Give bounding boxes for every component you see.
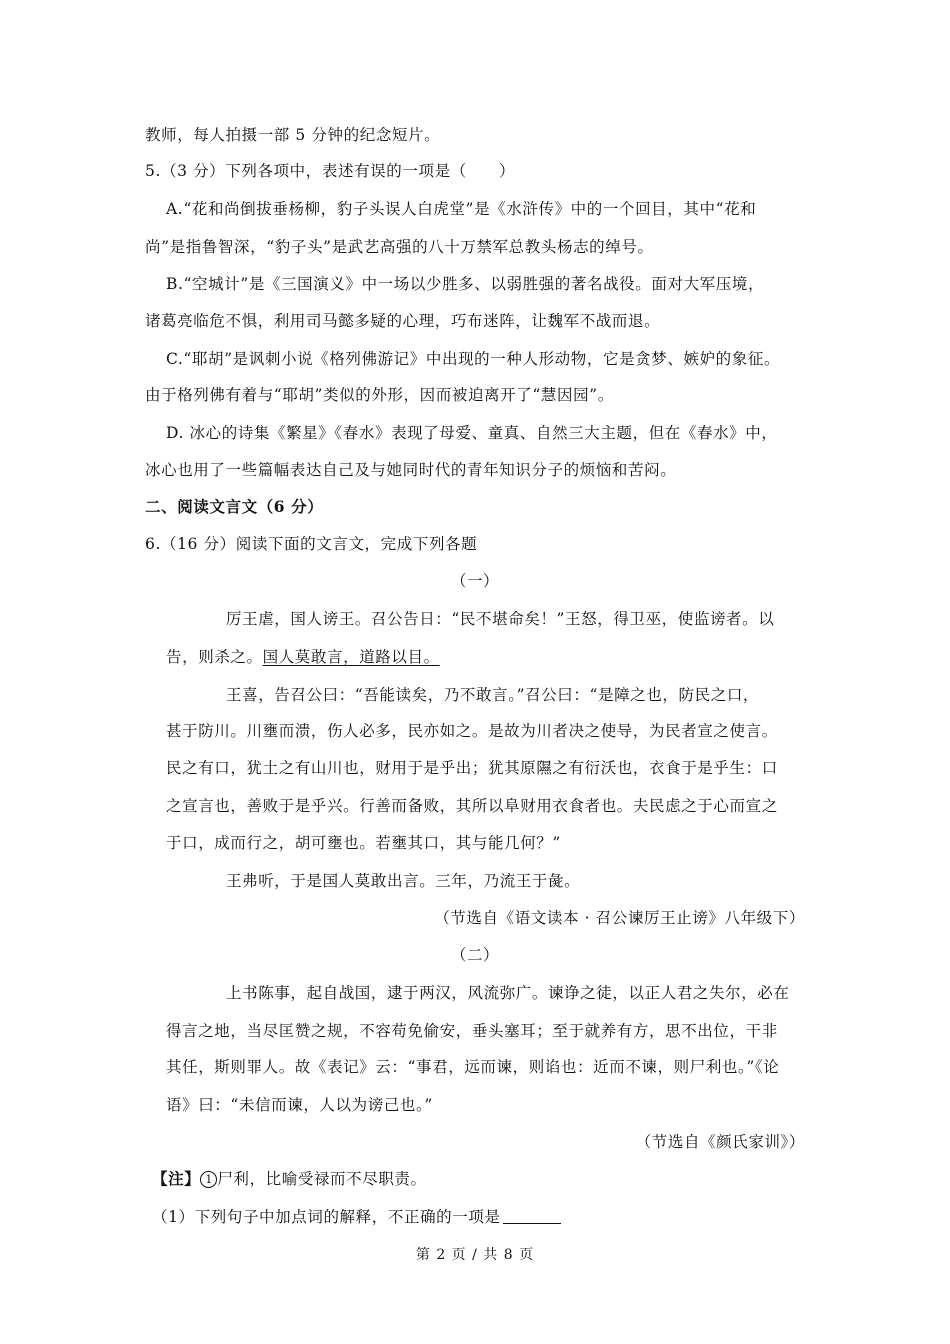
option-d-line-2: 冰心也用了一些篇幅表达自己及与她同时代的青年知识分子的烦恼和苦闷。 [145,461,677,479]
passage-line: 之宣言也，善败于是乎兴。行善而备败，其所以阜财用衣食者也。夫民虑之于心而宣之 [166,797,778,815]
question-6: 6.（16 分）阅读下面的文言文，完成下列各题 [145,535,478,553]
note-label: 【注】 [152,1169,201,1188]
option-a-line-2: 尚”是指鲁智深，“豹子头”是武艺高强的八十万禁军总教头杨志的绰号。 [145,238,654,256]
passage-line: 王弗听，于是国人莫敢出言。三年，乃流王于彘。 [226,872,581,890]
option-b-line-2: 诸葛亮临危不惧，利用司马懿多疑的心理，巧布迷阵，让魏军不战而退。 [145,312,661,330]
passage-line: 上书陈事，起自战国，逮于两汉，风流弥广。谏诤之徒，以正人君之失尔，必在 [226,984,790,1002]
passage-line: 于口，成而行之，胡可壅也。若壅其口，其与能几何？” [166,834,561,852]
passage-2-source: （节选自《颜氏家训》） [635,1133,805,1151]
annotation-note [152,1168,427,1190]
circled-number: 1 [200,1171,217,1188]
page-footer: 第 2 页 / 共 8 页 [415,1247,535,1263]
passage-line: 王喜，告召公曰：“吾能读矣，乃不敢言。”召公曰：“是障之也，防民之口， [226,686,760,704]
passage-line: 甚于防川。川壅而溃，伤人必多，民亦如之。是故为川者决之使导，为民者宣之使言。 [166,722,778,740]
passage-line: 厉王虐，国人谤王。召公告日：“民不堪命矣！”王怒，得卫巫，使监谤者。以 [226,610,775,628]
option-c-line-2: 由于格列佛有着与“耶胡”类似的外形，因而被迫离开了“慧因园”。 [145,386,614,404]
passage-line: 语》曰：“未信而谏，人以为谤己也。” [166,1096,433,1114]
option-d-line-1: D. 冰心的诗集《繁星》《春水》表现了母爱、童真、自然三大主题，但在《春水》中， [166,424,778,442]
passage-1-source: （节选自《语文读本 · 召公谏厉王止谤》八年级下） [434,909,805,927]
sub-question-text: （1）下列句子中加点词的解释，不正确的一项是 [152,1208,501,1226]
passage-line: 民之有口，犹土之有山川也，财用于是乎出；犹其原隰之有衍沃也，衣食于是乎生：口 [166,759,778,777]
passage-text: 告，则杀之。 [166,648,263,666]
note-text: 尸利，比喻受禄而不尽职责。 [217,1170,427,1188]
text-line: 教师，每人拍摄一部 5 分钟的纪念短片。 [145,126,441,144]
answer-blank[interactable] [503,1207,561,1224]
passage-1-title: （一） [450,572,500,590]
question-5: 5.（3 分）下列各项中，表述有误的一项是（ ） [145,162,516,180]
passage-2-title: （二） [450,946,500,964]
section-heading: 二、阅读文言文（6 分） [145,497,324,516]
option-a-line-1: A.“花和尚倒拔垂杨柳，豹子头误人白虎堂”是《水浒传》中的一个回目，其中“花和 [166,200,757,218]
passage-line: 得言之地，当尽匡赞之规，不容苟免偷安，垂头塞耳；至于就养有方，思不出位，干非 [166,1022,778,1040]
option-b-line-1: B.“空城计”是《三国演义》中一场以少胜多、以弱胜强的著名战役。面对大军压境， [166,275,765,293]
option-c-line-1: C.“耶胡”是讽刺小说《格列佛游记》中出现的一种人形动物，它是贪梦、嫉妒的象征。 [166,350,781,368]
underlined-sentence: 国人莫敢言，道路以目。 [262,648,440,666]
passage-line [166,646,440,668]
passage-line: 其任，斯则罪人。故《表记》云：“事君，远而谏，则谄也：近而不谏，则尸利也。”《论 [166,1058,780,1076]
sub-question-1 [152,1206,561,1228]
